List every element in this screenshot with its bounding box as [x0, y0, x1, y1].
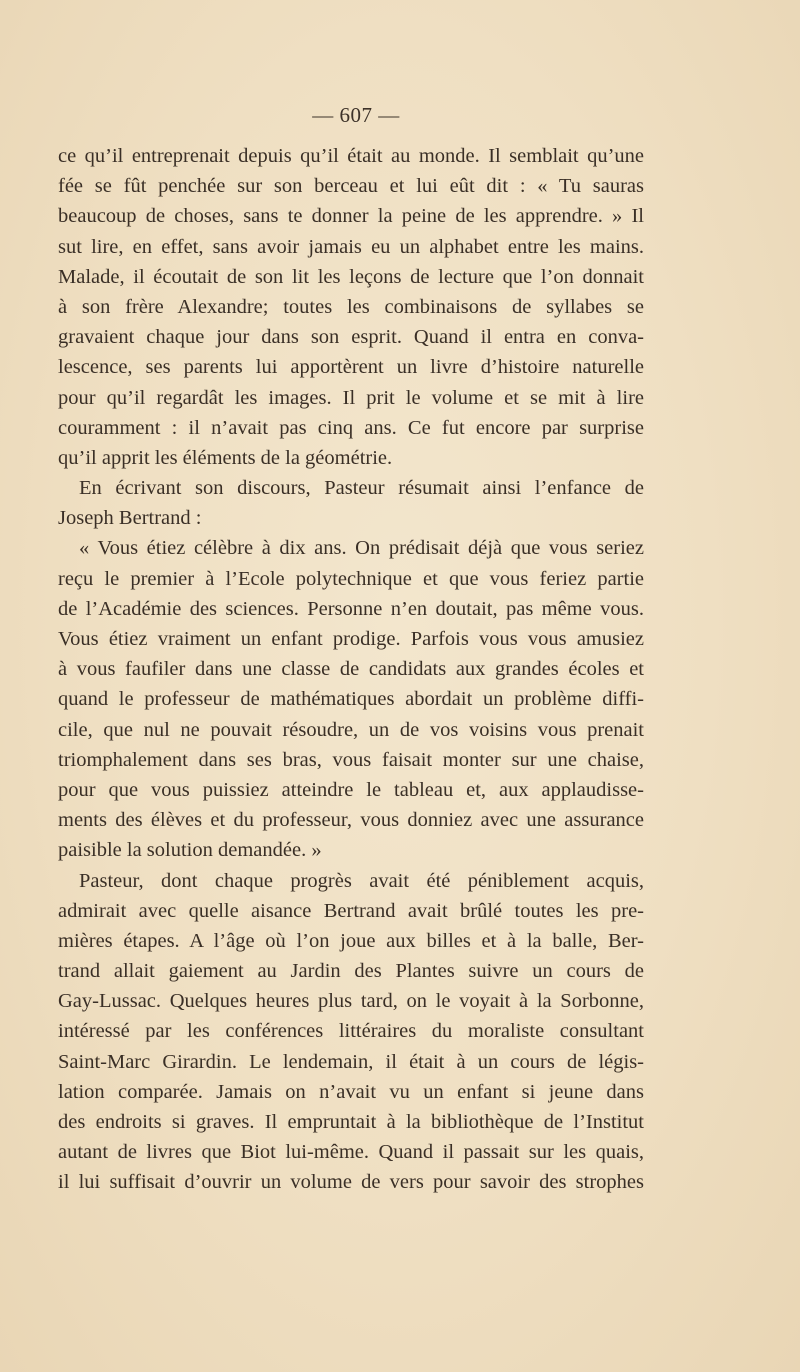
- text-line: Vous étiez vraiment un enfant prodige. Parfois vous vous amusiez: [58, 628, 644, 650]
- text-line: Pasteur, dont chaque progrès avait été péniblement acquis,: [79, 869, 644, 892]
- text-line: fée se fût penchée sur son berceau et lui eût dit : « Tu sauras: [58, 175, 644, 198]
- text-line: à son frère Alexandre; toutes les combinaisons de syllabes se: [58, 295, 644, 318]
- text-line: sut lire, en effet, sans avoir jamais eu un alphabet entre les mains.: [58, 235, 644, 258]
- text-line: des endroits si graves. Il empruntait à la bibliothèque de l’Institut: [58, 1111, 644, 1133]
- text-line: « Vous étiez célèbre à dix ans. On prédisait déjà que vous seriez: [79, 537, 644, 560]
- text-line: cile, que nul ne pouvait résoudre, un de vos voisins vous prenait: [58, 718, 644, 741]
- text-line: pour qu’il regardât les images. Il prit le volume et se mit à lire: [58, 386, 644, 409]
- text-line: il lui suffisait d’ouvrir un volume de vers pour savoir des strophes: [58, 1171, 644, 1194]
- text-line: Gay-Lussac. Quelques heures plus tard, on le voyait à la Sorbonne,: [58, 990, 644, 1013]
- text-line: couramment : il n’avait pas cinq ans. Ce fut encore par surprise: [58, 416, 644, 439]
- text-line: En écrivant son discours, Pasteur résumait ainsi l’enfance de: [79, 477, 644, 500]
- text-line: mières étapes. A l’âge où l’on joue aux billes et à la balle, Ber-: [58, 929, 644, 952]
- text-line: Saint-Marc Girardin. Le lendemain, il était à un cours de légis-: [58, 1050, 644, 1073]
- text-line: ce qu’il entreprenait depuis qu’il était au monde. Il semblait qu’une: [58, 145, 644, 167]
- page-number: — 607 —: [312, 103, 400, 127]
- text-line: ments des élèves et du professeur, vous donniez avec une assurance: [58, 809, 644, 832]
- text-line: Joseph Bertrand :: [58, 507, 202, 530]
- text-line: beaucoup de choses, sans te donner la peine de les apprendre. » Il: [58, 205, 644, 228]
- text-line: trand allait gaiement au Jardin des Plantes suivre un cours de: [58, 960, 644, 983]
- text-line: lation comparée. Jamais on n’avait vu un enfant si jeune dans: [58, 1080, 644, 1103]
- body-text: [58, 141, 644, 1198]
- text-line: paisible la solution demandée. »: [58, 839, 322, 862]
- text-line: pour que vous puissiez atteindre le tableau et, aux applaudisse-: [58, 778, 644, 801]
- text-line: qu’il apprit les éléments de la géométrie.: [58, 446, 393, 469]
- text-line: intéressé par les conférences littéraires du moraliste consultant: [58, 1020, 644, 1043]
- text-line: quand le professeur de mathématiques abordait un problème diffi-: [58, 688, 644, 711]
- text-line: lescence, ses parents lui apportèrent un livre d’histoire naturelle: [58, 356, 644, 379]
- text-line: reçu le premier à l’Ecole polytechnique et que vous feriez partie: [58, 567, 644, 590]
- text-line: de l’Académie des sciences. Personne n’en doutait, pas même vous.: [58, 597, 644, 620]
- text-line: gravaient chaque jour dans son esprit. Quand il entra en conva-: [58, 326, 644, 349]
- text-line: admirait avec quelle aisance Bertrand avait brûlé toutes les pre-: [58, 899, 644, 922]
- text-line: à vous faufiler dans une classe de candidats aux grandes écoles et: [58, 658, 644, 681]
- text-line: triomphalement dans ses bras, vous faisait monter sur une chaise,: [58, 748, 644, 771]
- text-line: Malade, il écoutait de son lit les leçons de lecture que l’on donnait: [58, 265, 644, 288]
- text-line: autant de livres que Biot lui-même. Quand il passait sur les quais,: [58, 1141, 644, 1164]
